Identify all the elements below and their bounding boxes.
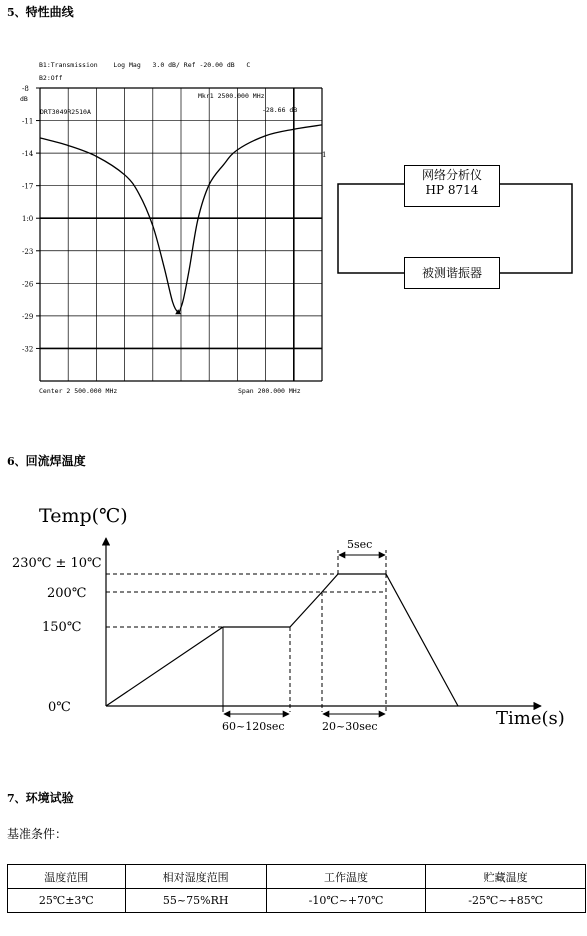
y-tick-label: -11 bbox=[22, 117, 34, 126]
analyzer-grid-svg bbox=[20, 56, 332, 402]
analyzer-marker-line2: -28.66 dB bbox=[262, 106, 298, 114]
analyzer-header-line2: B2:Off bbox=[39, 74, 63, 82]
y-tick-label: -8 bbox=[22, 85, 29, 93]
section-title-reflow: 6、回流焊温度 bbox=[7, 454, 86, 468]
analyzer-footer-right: Span 200.000 MHz bbox=[238, 387, 301, 395]
table-cell: -25℃~+85℃ bbox=[426, 889, 586, 913]
table-header-cell: 贮藏温度 bbox=[426, 865, 586, 889]
reflow-xlabel: Time(s) bbox=[496, 708, 565, 729]
reflow-ylabel-0: 0℃ bbox=[48, 700, 71, 715]
y-tick-label: 1:0 bbox=[22, 215, 34, 224]
y-tick-label: -29 bbox=[22, 312, 34, 321]
reflow-soldering-duration: 20~30sec bbox=[322, 720, 378, 733]
network-analyzer-name: 网络分析仪 bbox=[421, 168, 482, 182]
reflow-profile-chart bbox=[0, 490, 587, 750]
dut-resonator-box bbox=[404, 257, 500, 289]
reflow-peak-duration: 5sec bbox=[347, 538, 373, 551]
section-title-environment: 7、环境试验 bbox=[7, 791, 74, 805]
network-analyzer-box bbox=[404, 165, 500, 207]
table-header-cell: 工作温度 bbox=[266, 865, 426, 889]
section-title-characteristic: 5、特性曲线 bbox=[7, 5, 74, 19]
marker-1-label: 1 bbox=[322, 151, 327, 159]
y-tick-label: -17 bbox=[22, 182, 34, 191]
reflow-ylabel-200: 200℃ bbox=[47, 586, 87, 601]
basis-conditions-label: 基准条件： bbox=[7, 827, 68, 841]
network-analyzer-model: HP 8714 bbox=[425, 183, 479, 197]
analyzer-marker-line1: Mkr1 2500.000 MHz bbox=[198, 92, 265, 100]
table-header-row bbox=[8, 865, 586, 889]
table-cell: 55~75%RH bbox=[125, 889, 266, 913]
table-cell: -10℃~+70℃ bbox=[266, 889, 426, 913]
y-tick-label: -32 bbox=[22, 345, 34, 354]
analyzer-plot bbox=[20, 56, 332, 402]
analyzer-device: DRT3049R2510A bbox=[40, 108, 91, 116]
table-header-cell: 相对湿度范围 bbox=[125, 865, 266, 889]
y-tick-label: -14 bbox=[22, 150, 34, 159]
y-tick-label: -26 bbox=[22, 280, 34, 289]
reflow-profile-line bbox=[106, 574, 458, 706]
environment-table bbox=[7, 864, 586, 913]
reflow-ylabel-150: 150℃ bbox=[42, 620, 82, 635]
analyzer-footer-left: Center 2 500.000 MHz bbox=[39, 387, 118, 395]
reflow-ylabel-230: 230℃ ± 10℃ bbox=[12, 556, 102, 571]
analyzer-header-line1: B1:Transmission Log Mag 3.0 dB/ Ref -20.00 dB C bbox=[39, 61, 251, 69]
reflow-ylabel: Temp(℃) bbox=[39, 505, 128, 527]
table-cell: 25℃±3℃ bbox=[8, 889, 126, 913]
reflow-preheat-duration: 60~120sec bbox=[222, 720, 285, 733]
dut-resonator-label: 被测谐振器 bbox=[421, 266, 482, 280]
analyzer-unit: dB bbox=[20, 95, 28, 103]
y-tick-label: -23 bbox=[22, 247, 34, 256]
table-header-cell: 温度范围 bbox=[8, 865, 126, 889]
table-row bbox=[8, 889, 586, 913]
